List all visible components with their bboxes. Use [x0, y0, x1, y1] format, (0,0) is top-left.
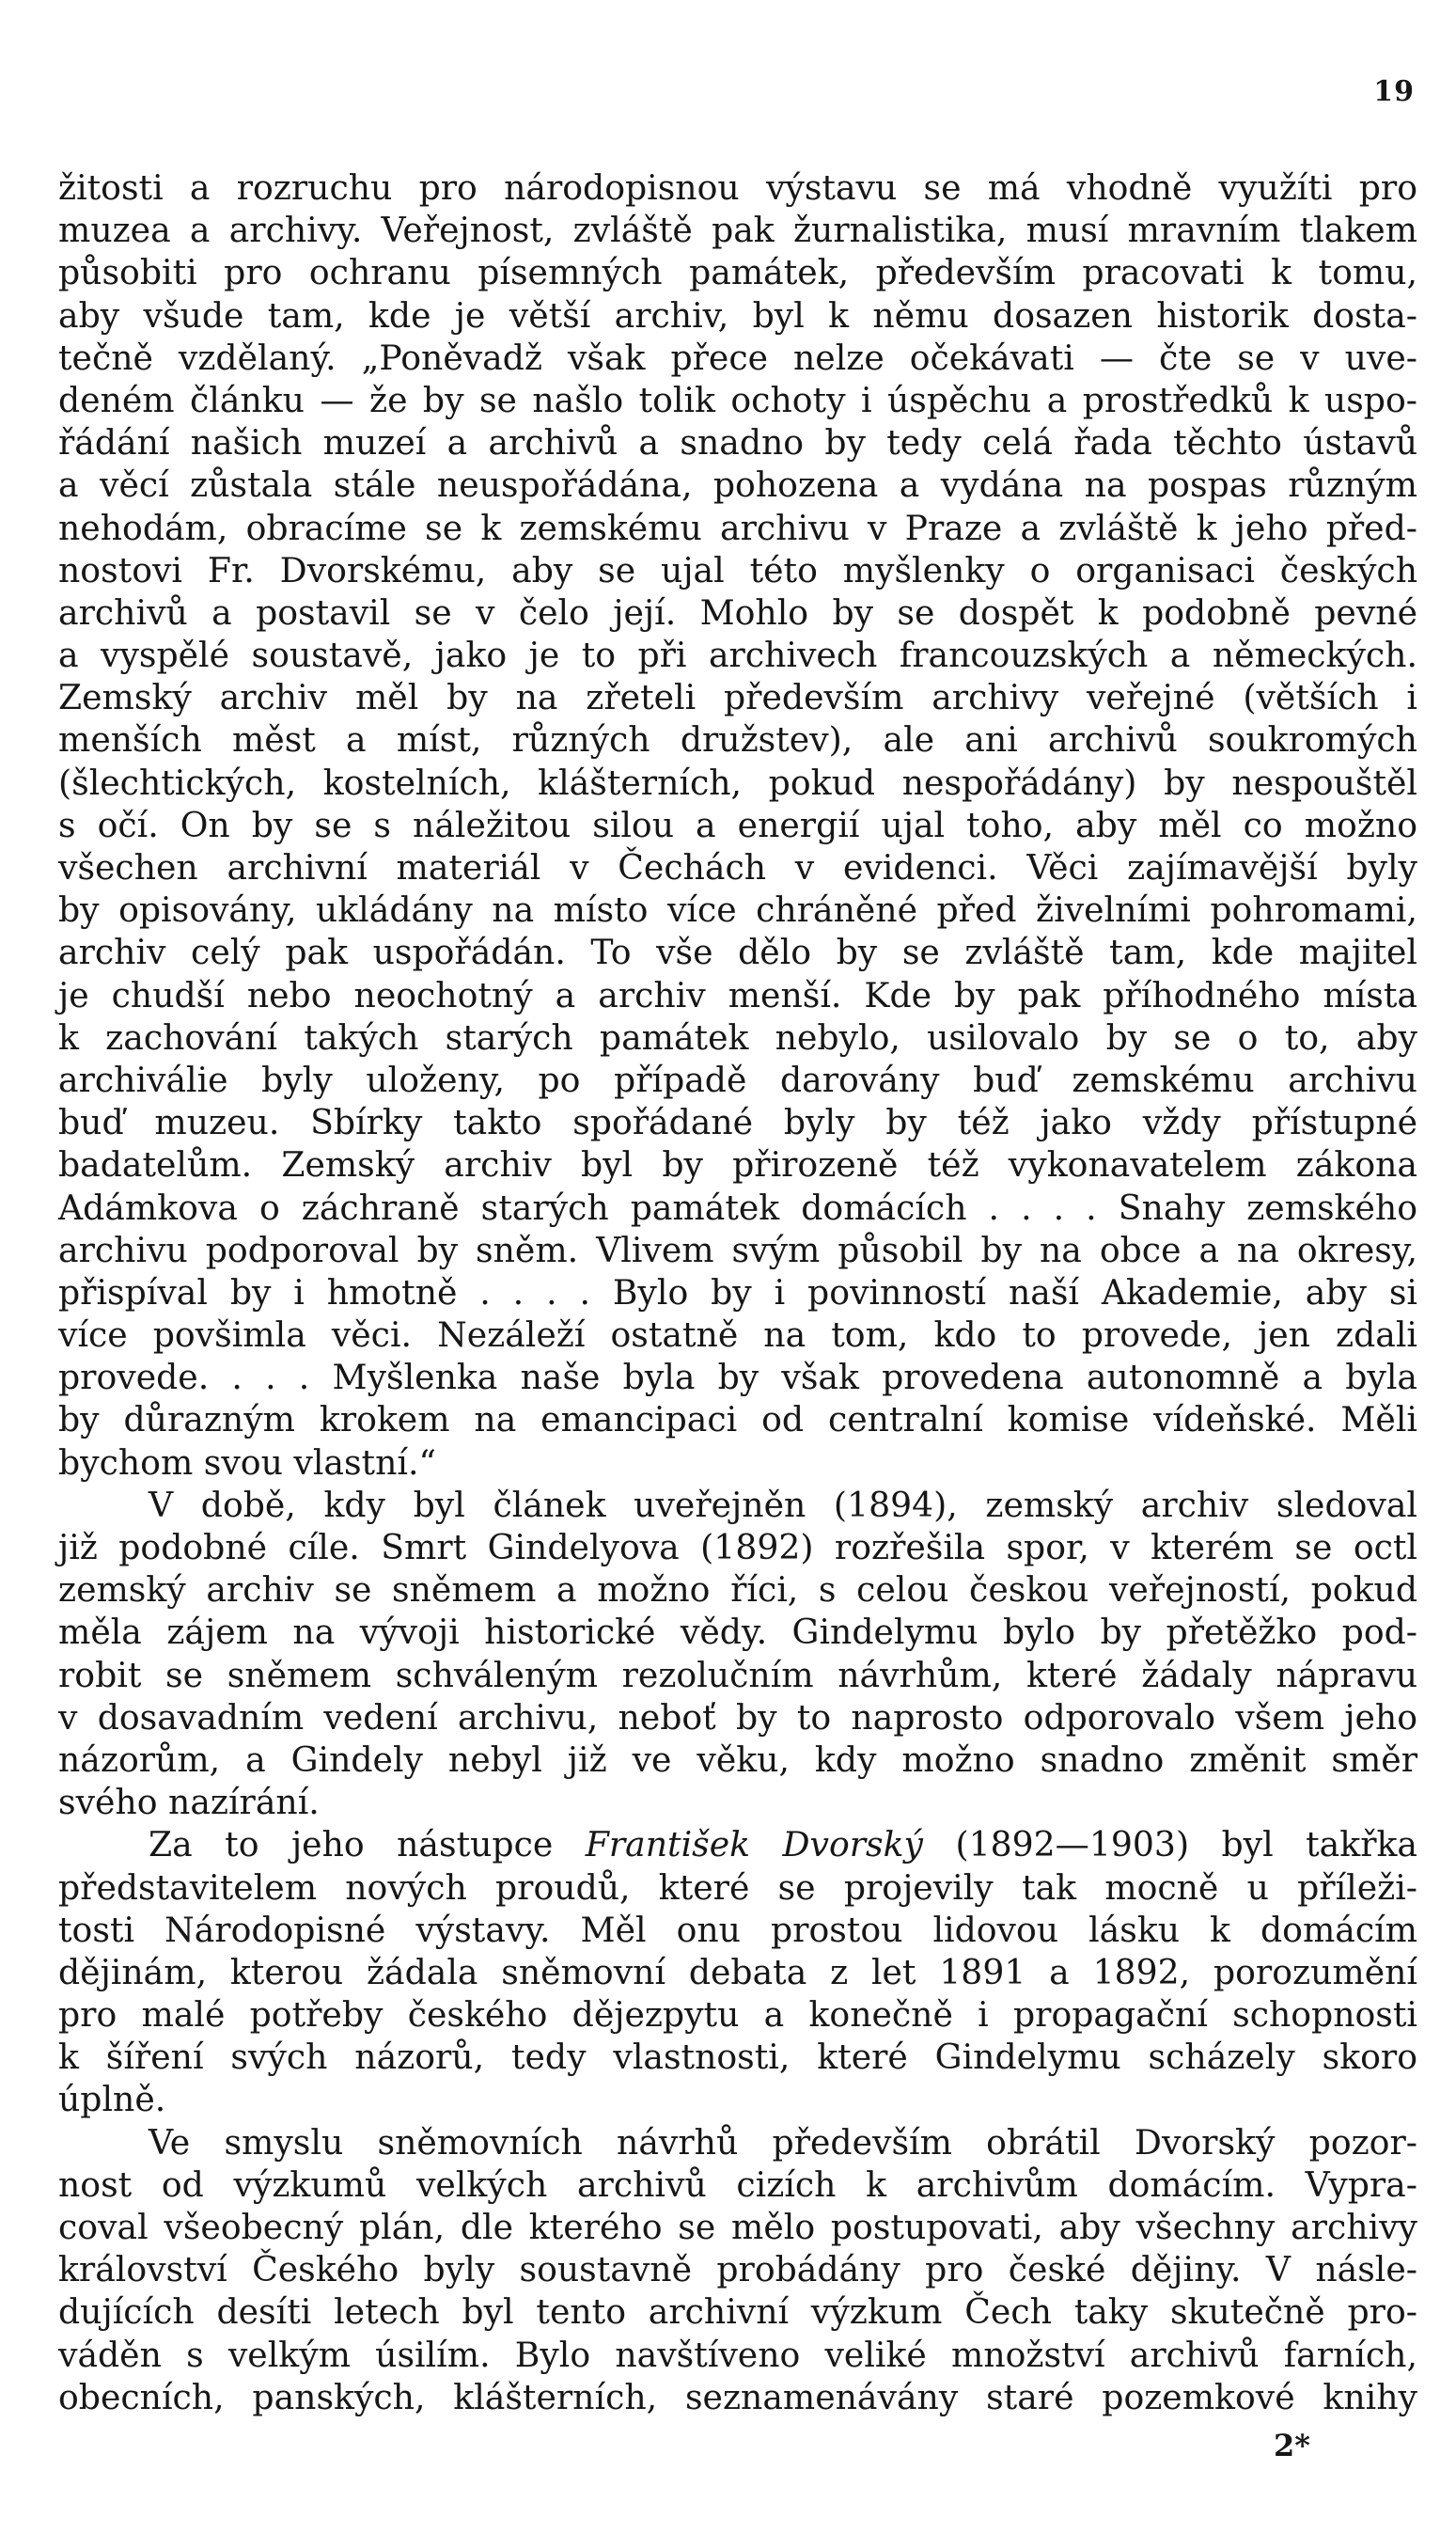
- text-line: nostovi Fr. Dvorskému, aby se ujal této myšlenky o organisaci českých: [58, 549, 1417, 590]
- text-line: váděn s velkým úsilím. Bylo navštíveno veliké množství archivů farních,: [58, 2334, 1417, 2375]
- text-line: tečně vzdělaný. „Poněvadž však přece nelze očekávati — čte se v uve-: [58, 337, 1417, 378]
- text-line: dějinám, kterou žádala sněmovní debata z let 1891 a 1892, porozumění: [58, 1951, 1417, 1992]
- text-line: je chudší nebo neochotný a archiv menší. Kde by pak příhodného místa: [58, 974, 1417, 1015]
- text-line: již podobné cíle. Smrt Gindelyova (1892) rozřešila spor, v kterém se octl: [58, 1527, 1417, 1567]
- text-line: archiv celý pak uspořádán. To vše dělo by se zvláště tam, kde majitel: [58, 932, 1417, 973]
- line-segment: (1892—1903) byl takřka: [955, 1824, 1417, 1865]
- text-line: (šlechtických, kostelních, klášterních, pokud nespořádány) by nespouštěl: [58, 762, 1417, 803]
- paragraph-start-line: Ve smyslu sněmovních návrhů především obrátil Dvorský pozor-: [149, 2121, 1417, 2163]
- text-line: nost od výzkumů velkých archivů cizích k archivům domácím. Vypra-: [58, 2163, 1417, 2205]
- text-line: s očí. On by se s náležitou silou a energií ujal toho, aby měl co možno: [58, 804, 1417, 845]
- text-line: nehodám, obracíme se k zemskému archivu v Praze a zvláště k jeho před-: [58, 507, 1417, 548]
- paragraph-start-line: [58, 1823, 1417, 1865]
- text-line: muzea a archivy. Veřejnost, zvláště pak žurnalistika, musí mravním tlakem: [58, 210, 1417, 251]
- text-line: archivů a postavil se v čelo její. Mohlo by se dospět k podobně pevné: [58, 591, 1417, 633]
- text-line: zemský archiv se sněmem a možno říci, s celou českou veřejností, pokud: [58, 1569, 1417, 1611]
- text-line: badatelům. Zemský archiv byl by přirozeně též vykonavatelem zákona: [58, 1144, 1417, 1186]
- page-number: 19: [1373, 75, 1415, 108]
- text-line: více povšimla věci. Nezáleží ostatně na tom, kdo to provede, jen zdali: [58, 1314, 1417, 1356]
- text-line: království Českého byly soustavně probádány pro české dějiny. V násle-: [58, 2249, 1417, 2290]
- text-line: tosti Národopisné výstavy. Měl onu prostou lidovou lásku k domácím: [58, 1909, 1417, 1950]
- text-line: měla zájem na vývoji historické vědy. Gindelymu bylo by přetěžko pod-: [58, 1612, 1417, 1653]
- person-name: František Dvorský: [585, 1824, 923, 1865]
- paragraph-start-line: V době, kdy byl článek uveřejněn (1894), zemský archiv sledoval: [149, 1484, 1417, 1525]
- text-line: obecních, panských, klášterních, seznamenávány staré pozemkové knihy: [58, 2376, 1417, 2417]
- paragraph-end-line: bychom svou vlastní.“: [58, 1441, 436, 1483]
- text-line: řádání našich muzeí a archivů a snadno by tedy celá řada těchto ústavů: [58, 422, 1417, 464]
- text-line: působiti pro ochranu písemných památek, především pracovati k tomu,: [58, 252, 1417, 293]
- text-line: Adámkova o záchraně starých památek domácích . . . . Snahy zemského: [58, 1187, 1417, 1228]
- text-line: v dosavadním vedení archivu, neboť by to naprosto odporovalo všem jeho: [58, 1696, 1417, 1738]
- text-line: provede. . . . Myšlenka naše byla by však provedena autonomně a byla: [58, 1357, 1417, 1398]
- text-line: přispíval by i hmotně . . . . Bylo by i povinností naší Akademie, aby si: [58, 1271, 1417, 1313]
- text-line: archiválie byly uloženy, po případě darovány buď zemskému archivu: [58, 1059, 1417, 1100]
- text-line: dujících desíti letech byl tento archivní výzkum Čech taky skutečně pro-: [58, 2291, 1417, 2333]
- signature-mark: 2*: [1274, 2428, 1310, 2463]
- text-line: názorům, a Gindely nebyl již ve věku, kdy možno snadno změnit směr: [58, 1738, 1417, 1780]
- text-line: by důrazným krokem na emancipaci od centralní komise vídeňské. Měli: [58, 1399, 1417, 1440]
- text-line: Zemský archiv měl by na zřeteli především archivy veřejné (větších i: [58, 677, 1417, 718]
- text-line: žitosti a rozruchu pro národopisnou výstavu se má vhodně využíti pro: [58, 167, 1417, 208]
- text-line: pro malé potřeby českého dějezpytu a konečně i propagační schopnosti: [58, 1994, 1417, 2036]
- line-segment: Za to jeho nástupce: [149, 1824, 554, 1865]
- text-line: archivu podporoval by sněm. Vlivem svým působil by na obce a na okresy,: [58, 1229, 1417, 1270]
- text-line: deném článku — že by se našlo tolik ochoty i úspěchu a prostředků k uspo-: [58, 379, 1417, 420]
- text-line: a vyspělé soustavě, jako je to při archivech francouzských a německých.: [58, 635, 1417, 676]
- text-line: by opisovány, ukládány na místo více chráněné před živelními pohromami,: [58, 889, 1417, 931]
- text-line: představitelem nových proudů, které se projevily tak mocně u příleži-: [58, 1866, 1417, 1908]
- text-line: aby všude tam, kde je větší archiv, byl k němu dosazen historik dosta-: [58, 294, 1417, 336]
- text-line: všechen archivní materiál v Čechách v evidenci. Věci zajímavější byly: [58, 847, 1417, 888]
- text-line: k zachování takých starých památek nebylo, usilovalo by se o to, aby: [58, 1016, 1417, 1058]
- text-line: a věcí zůstala stále neuspořádána, pohozena a vydána na pospas různým: [58, 464, 1417, 506]
- text-line: k šíření svých názorů, tedy vlastnosti, které Gindelymu scházely skoro: [58, 2037, 1417, 2078]
- paragraph-end-line: svého nazírání.: [58, 1782, 320, 1823]
- text-line: coval všeobecný plán, dle kterého se mělo postupovati, aby všechny archivy: [58, 2207, 1417, 2247]
- text-line: menších měst a míst, různých družstev), ale ani archivů soukromých: [58, 719, 1417, 761]
- body-text: [58, 166, 1417, 2418]
- text-line: buď muzeu. Sbírky takto spořádané byly by též jako vždy přístupné: [58, 1102, 1417, 1143]
- text-line: robit se sněmem schváleným rezolučním návrhům, které žádaly nápravu: [58, 1654, 1417, 1695]
- paragraph-end-line: úplně.: [58, 2079, 166, 2120]
